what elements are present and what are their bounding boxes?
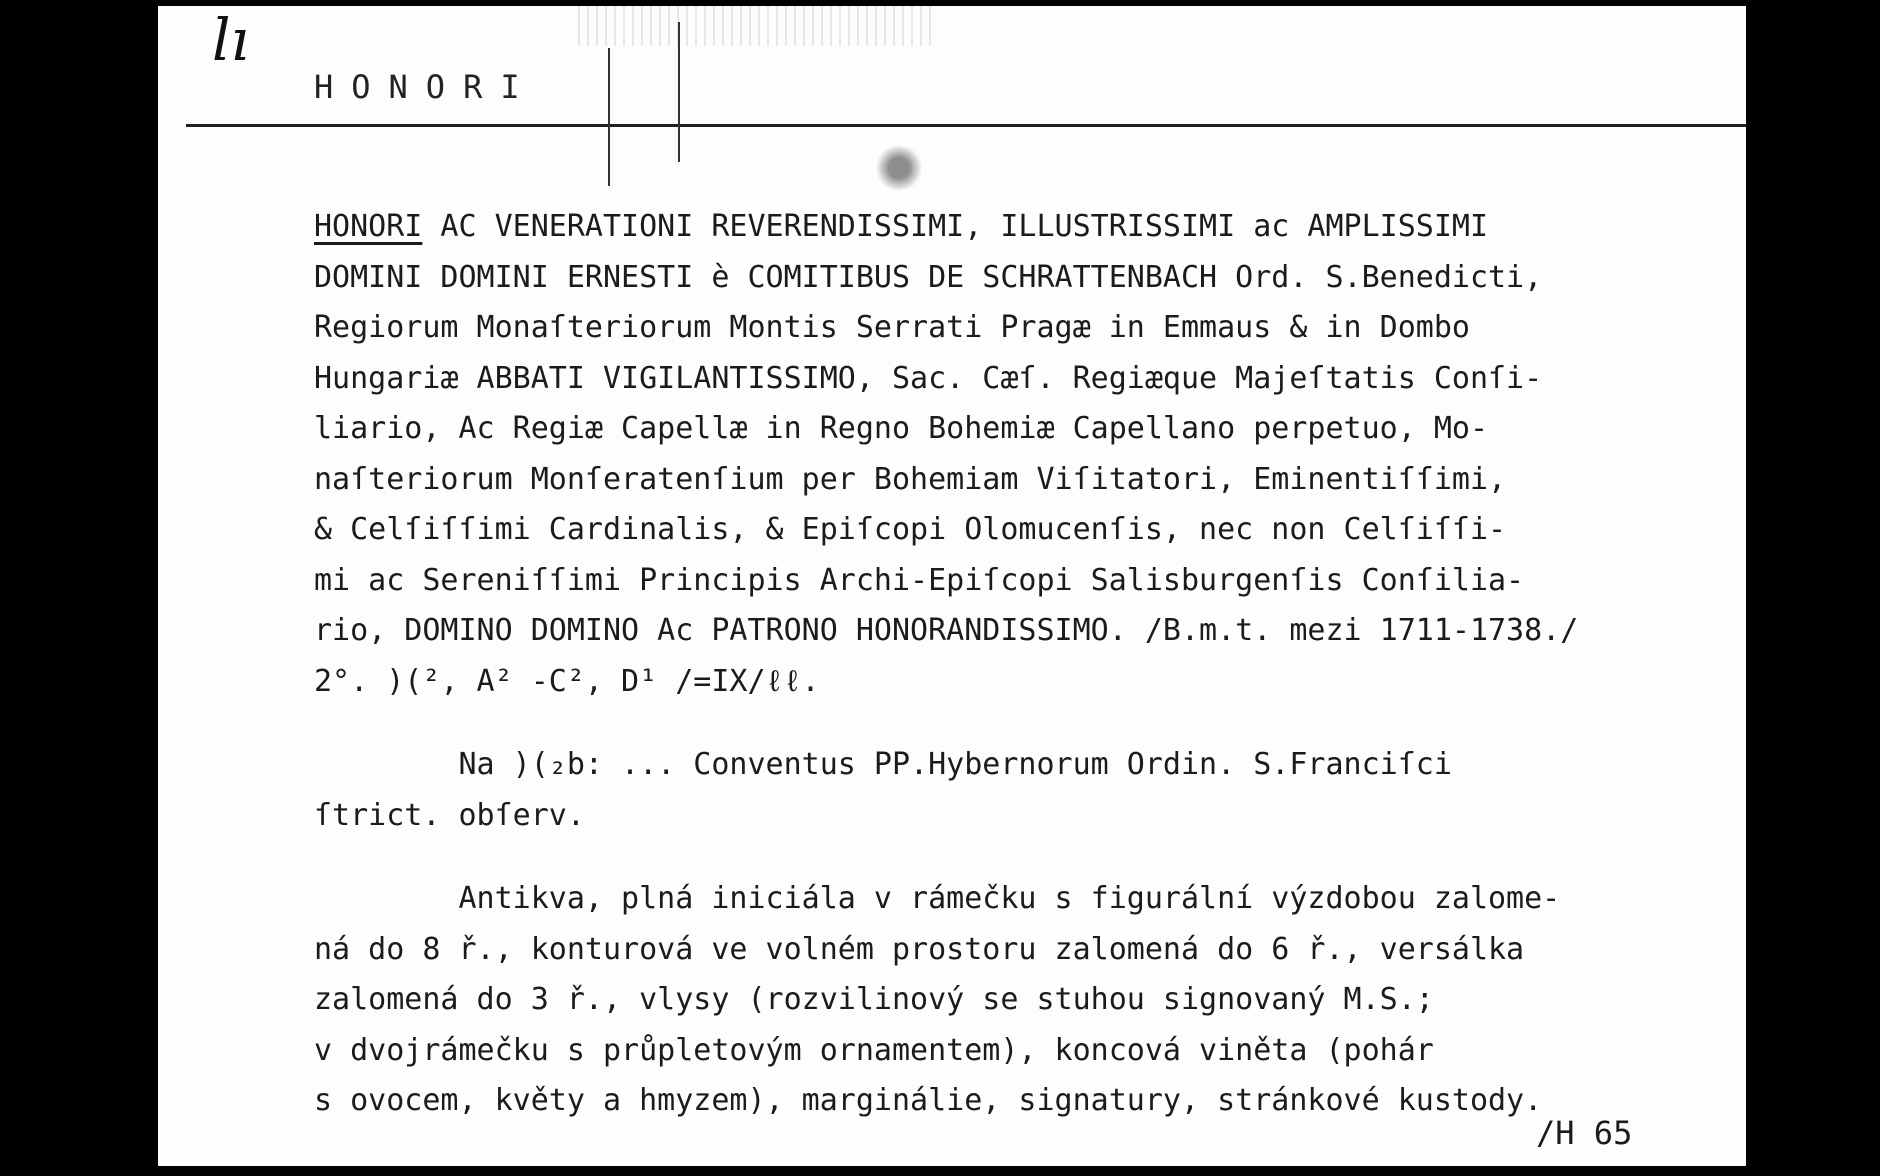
vertical-rule-right: [678, 22, 680, 162]
description-line-2: DOMINI DOMINI ERNESTI è COMITIBUS DE SCHRATTENBACH Ord. S.Benedicti,: [314, 259, 1543, 295]
typography-line-4: v dvojrámečku s průpletovým ornamentem), koncová viněta (pohár: [314, 1032, 1434, 1068]
typography-line-1: Antikva, plná iniciála v rámečku s figurální výzdobou zalome-: [314, 881, 1561, 916]
description-line-7: & Celſiſſimi Cardinalis, & Epiſcopi Olomucenſis, nec non Celſiſſi-: [314, 512, 1507, 547]
description-line-3: Regiorum Monaſteriorum Montis Serrati Pragæ in Emmaus & in Dombo: [314, 310, 1470, 345]
typography-line-2: ná do 8 ř., konturová ve volném prostoru zalomená do 6 ř., versálka: [314, 931, 1525, 967]
vertical-rule-left: [608, 48, 610, 186]
description-line-6: naſteriorum Monſeratenſium per Bohemiam Viſitatori, Eminentiſſimi,: [314, 461, 1507, 497]
note-line-1: Na )(₂b: ... Conventus PP.Hybernorum Ordin. S.Franciſci: [314, 747, 1452, 782]
description-line-5: liario, Ac Regiæ Capellæ in Regno Bohemiæ Capellano perpetuo, Mo-: [314, 411, 1488, 446]
corner-handwritten-mark: lı: [212, 6, 250, 74]
collation-line: 2°. )(², A² -C², D¹ /=IX/ℓℓ.: [314, 663, 820, 699]
shelfmark: /H 65: [1536, 1114, 1633, 1152]
description-line-1: HONORI AC VENERATIONI REVERENDISSIMI, ILLUSTRISSIMI ac AMPLISSIMI: [314, 209, 1489, 244]
provenance-note: [314, 740, 1452, 841]
typography-line-3: zalomená do 3 ř., vlysy (rozvilinový se stuhou signovaný M.S.;: [314, 982, 1434, 1017]
title-word: HONORI: [314, 209, 423, 244]
description-line-9: rio, DOMINO DOMINO Ac PATRONO HONORANDISSIMO. /B.m.t. mezi 1711-1738./: [314, 613, 1579, 648]
description-line-4: Hungariæ ABBATI VIGILANTISSIMO, Sac. Cæſ. Regiæque Majeſtatis Conſi-: [314, 360, 1543, 396]
bibliographic-description: [314, 202, 1578, 707]
ink-smudge: [874, 146, 924, 190]
scan-noise: [578, 6, 938, 46]
typography-line-5: s ovocem, květy a hmyzem), marginálie, signatury, stránkové kustody.: [314, 1083, 1543, 1118]
typography-note: [314, 874, 1560, 1127]
catalog-card: [158, 6, 1746, 1166]
card-heading: HONORI: [314, 68, 538, 106]
note-line-2: ſtrict. obſerv.: [314, 797, 585, 833]
description-line-8: mi ac Sereniſſimi Principis Archi-Epiſcopi Salisburgenſis Conſilia-: [314, 562, 1525, 598]
heading-rule: [186, 124, 1746, 127]
